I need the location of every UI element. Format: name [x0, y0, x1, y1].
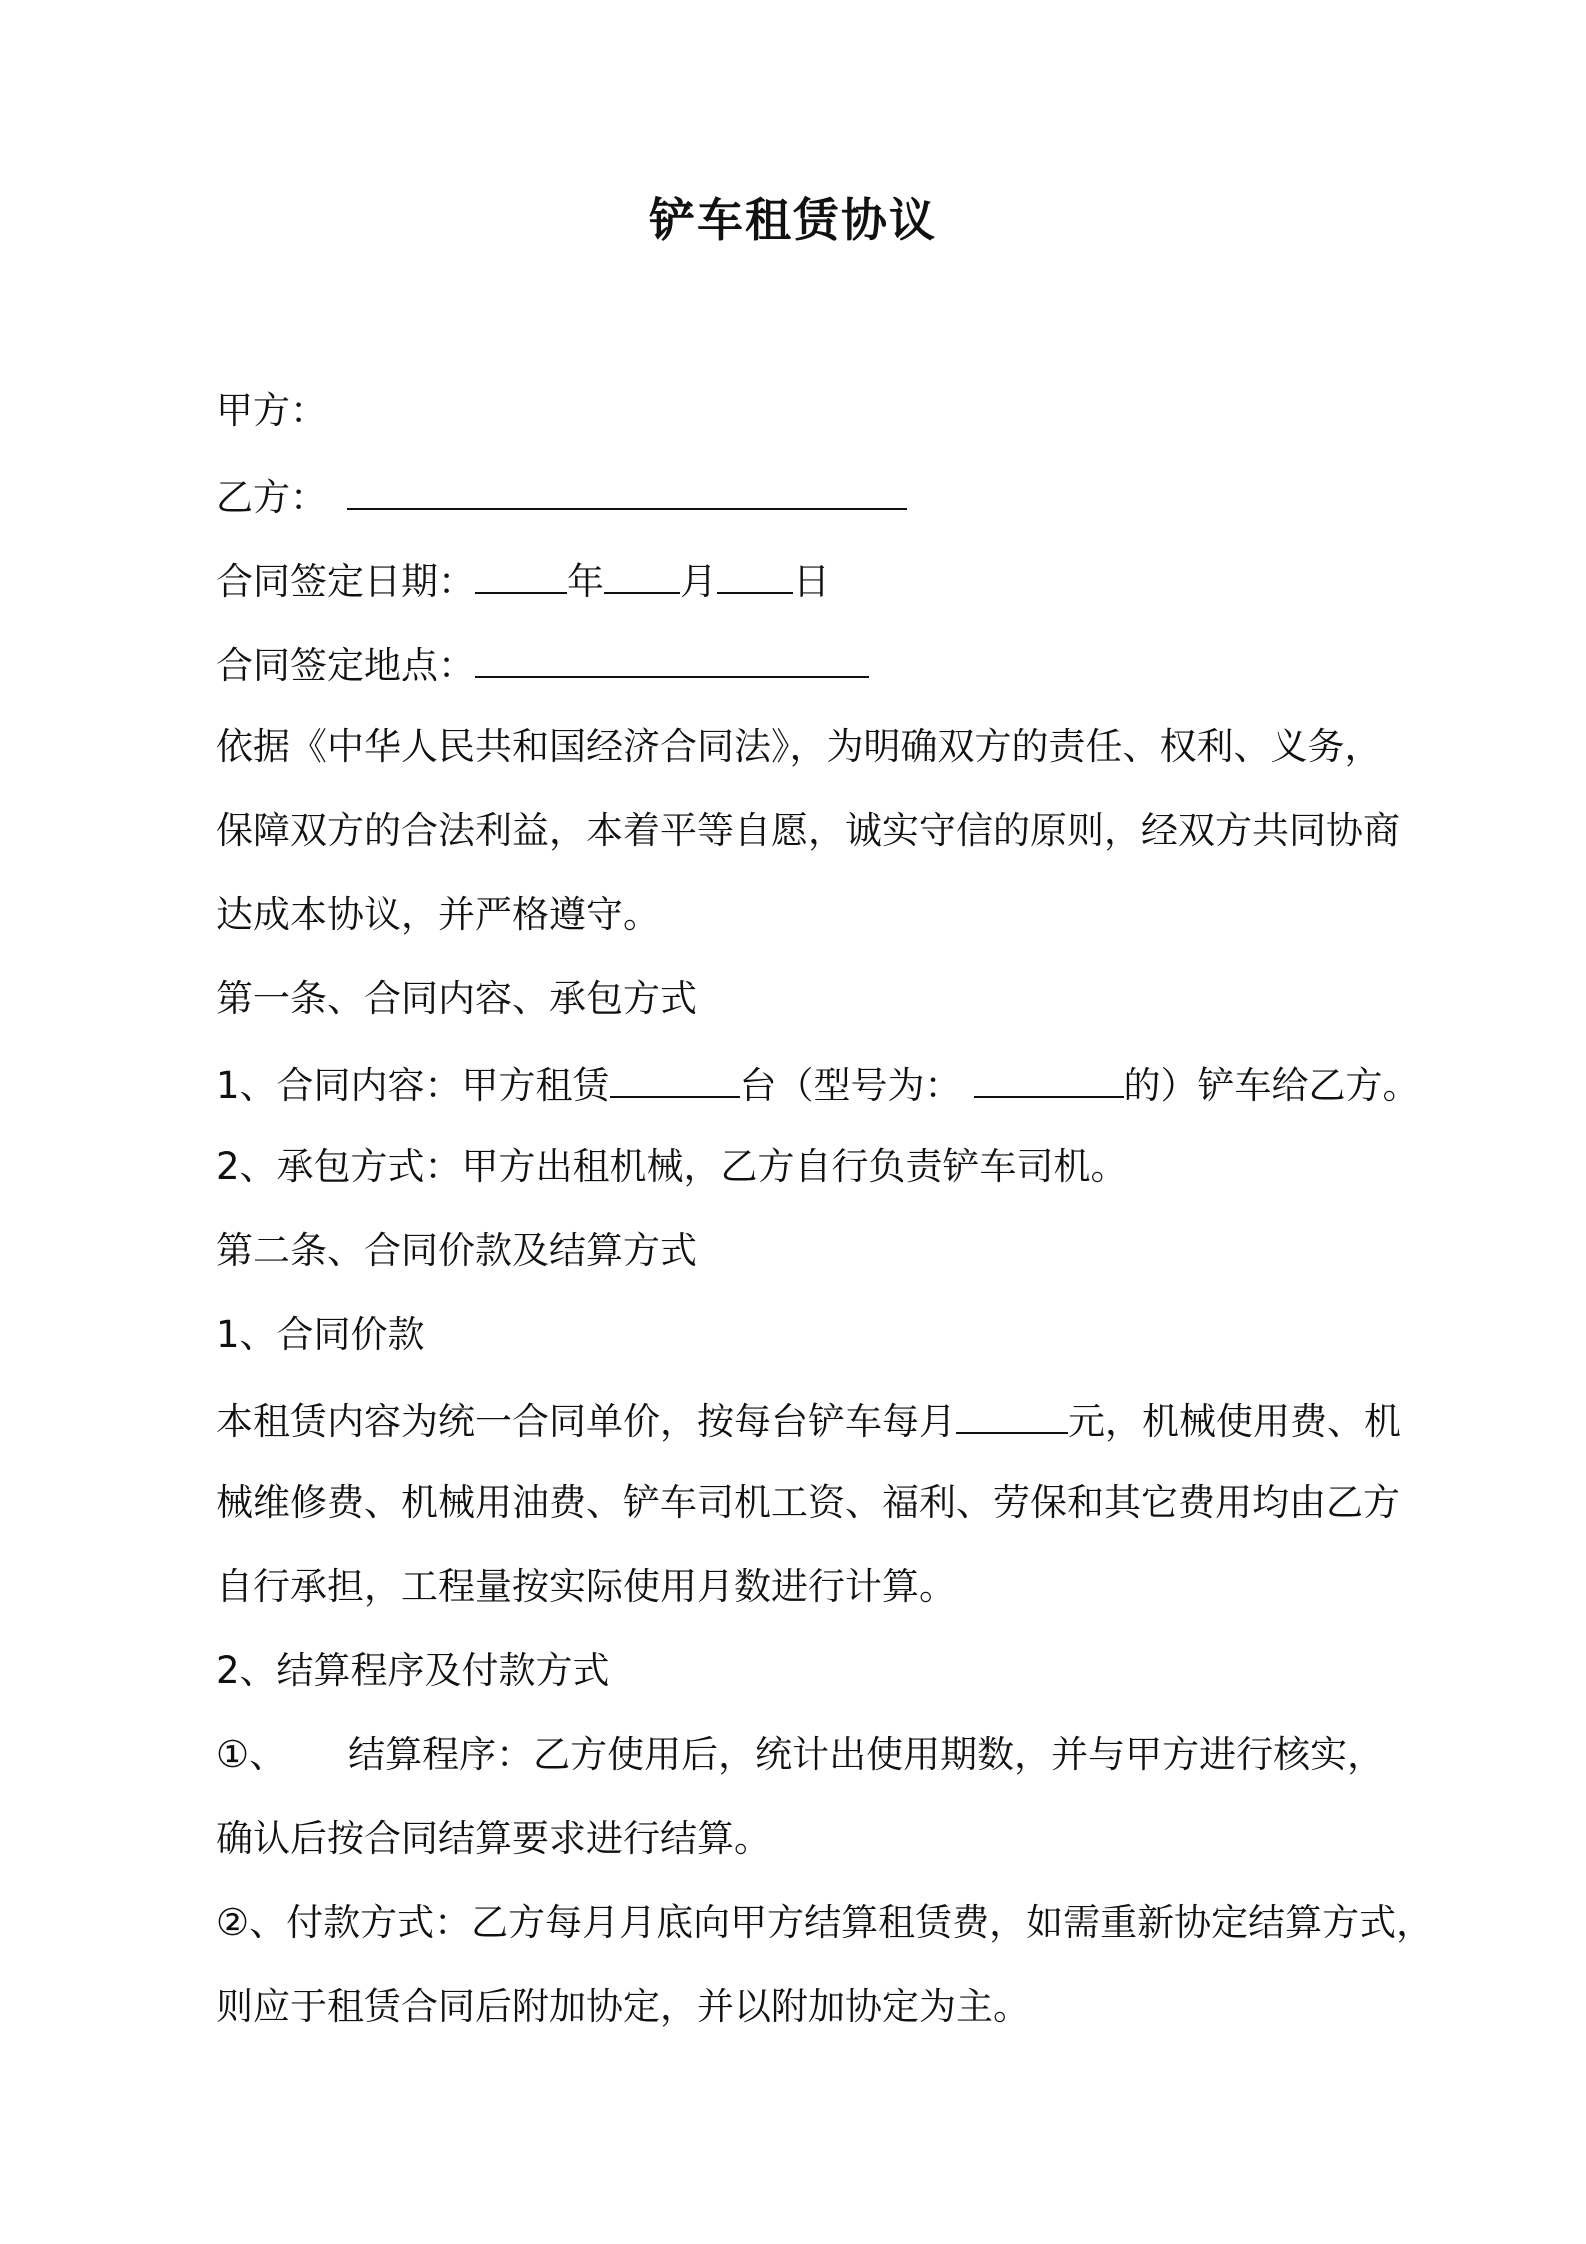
- sign-place-blank[interactable]: [475, 638, 869, 678]
- procedure-marker: ①、: [216, 1733, 287, 1776]
- year-label: 年: [567, 560, 604, 603]
- model-blank[interactable]: [974, 1058, 1124, 1098]
- sign-date-label: 合同签定日期：: [216, 560, 475, 603]
- price-line-2: 械维修费、机械用油费、铲车司机工资、福利、劳保和其它费用均由乙方: [216, 1481, 1400, 1524]
- day-label: 日: [793, 560, 830, 603]
- procedure-line-1: [216, 1730, 1384, 1780]
- sign-place-line: [216, 638, 869, 688]
- intro-line-2: 保障双方的合法利益，本着平等自愿，诚实守信的原则，经双方共同协商: [216, 809, 1400, 852]
- item1-mid: 台（型号为：: [739, 1064, 962, 1107]
- procedure-line-2: 确认后按合同结算要求进行结算。: [216, 1817, 771, 1860]
- sign-place-label: 合同签定地点：: [216, 644, 475, 687]
- contract-price-subheading: 1、合同价款: [216, 1313, 425, 1356]
- payment-line-1: ②、付款方式：乙方每月月底向甲方结算租赁费，如需重新协定结算方式，: [216, 1901, 1434, 1944]
- procedure-text: 结算程序：乙方使用后，统计出使用期数，并与甲方进行核实，: [348, 1733, 1385, 1776]
- payment-line-2: 则应于租赁合同后附加协定，并以附加协定为主。: [216, 1985, 1030, 2028]
- intro-line-3: 达成本协议，并严格遵守。: [216, 893, 660, 936]
- article1-item2: 2、承包方式：甲方出租机械，乙方自行负责铲车司机。: [216, 1145, 1128, 1188]
- party-b-blank[interactable]: [347, 470, 907, 510]
- document-title: 铲车租赁协议: [649, 193, 937, 247]
- day-blank[interactable]: [717, 554, 793, 594]
- year-blank[interactable]: [475, 554, 567, 594]
- settlement-subheading: 2、结算程序及付款方式: [216, 1649, 610, 1692]
- quantity-blank[interactable]: [610, 1058, 740, 1098]
- price-line-1-prefix: 本租赁内容为统一合同单价，按每台铲车每月: [216, 1400, 956, 1443]
- party-a-line: [216, 386, 327, 436]
- article2-heading: 第二条、合同价款及结算方式: [216, 1229, 697, 1272]
- item1-suffix: 的）铲车给乙方。: [1123, 1064, 1420, 1107]
- article1-item1: [216, 1058, 1420, 1108]
- month-label: 月: [680, 560, 717, 603]
- month-blank[interactable]: [604, 554, 680, 594]
- party-a-label: 甲方：: [216, 389, 327, 432]
- article1-heading: 第一条、合同内容、承包方式: [216, 977, 697, 1020]
- item1-prefix: 1、合同内容：甲方租赁: [216, 1064, 610, 1107]
- price-line-1: [216, 1394, 1401, 1444]
- sign-date-line: [216, 554, 830, 604]
- party-b-label: 乙方：: [216, 476, 327, 519]
- price-line-1-suffix: 元，机械使用费、机: [1068, 1400, 1401, 1443]
- party-b-line: [216, 470, 907, 520]
- price-line-3: 自行承担，工程量按实际使用月数进行计算。: [216, 1565, 956, 1608]
- intro-line-1: 依据《中华人民共和国经济合同法》，为明确双方的责任、权利、义务，: [216, 725, 1382, 768]
- monthly-price-blank[interactable]: [956, 1394, 1068, 1434]
